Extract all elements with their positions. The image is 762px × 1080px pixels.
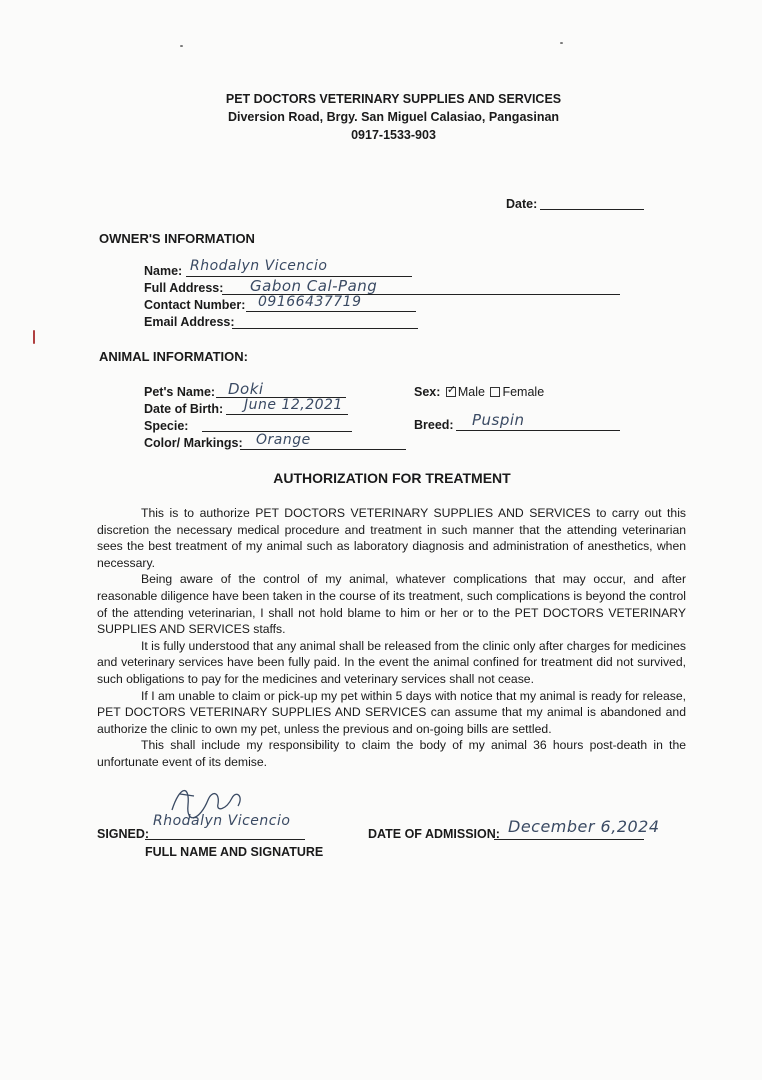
color-field[interactable] bbox=[240, 449, 406, 450]
paragraph-5: This shall include my responsibility to claim the body of my animal 36 hours post-death in the unfortunate event of its demise. bbox=[97, 738, 686, 769]
paragraph-3: It is fully understood that any animal shall be released from the clinic only after charges for medicines and veterinary services have been fully paid. In the event the animal confined for treatment did not survived, such obligations to pay for the medicines and veterinary services shall not cease. bbox=[97, 638, 686, 686]
sex-label: Sex: bbox=[414, 385, 441, 399]
owner-address-value: Gabon Cal-Pang bbox=[250, 277, 378, 295]
owner-contact-value: 09166437719 bbox=[258, 294, 362, 310]
signed-label: SIGNED: bbox=[97, 827, 150, 841]
scan-speck bbox=[180, 45, 183, 47]
admission-value: December 6,2024 bbox=[508, 817, 660, 836]
signature-sublabel: FULL NAME AND SIGNATURE bbox=[145, 845, 324, 859]
dob-value: June 12,2021 bbox=[244, 397, 343, 413]
dob-field[interactable] bbox=[226, 414, 348, 415]
admission-field[interactable] bbox=[494, 839, 644, 840]
color-value: Orange bbox=[256, 432, 311, 448]
sex-row bbox=[414, 385, 544, 399]
owner-address-label: Full Address: bbox=[144, 281, 224, 295]
clinic-name: PET DOCTORS VETERINARY SUPPLIES AND SERVICES bbox=[225, 92, 562, 106]
breed-value: Puspin bbox=[472, 411, 525, 429]
paragraph-4: If I am unable to claim or pick-up my pet within 5 days with notice that my animal is ready for release, PET DOCTORS VETERINARY SUPPLIES AND SERVICES can assume that my animal is abandoned and authorize the clinic to own my pet, unless the previous and on-going bills are settled. bbox=[97, 688, 686, 736]
color-label: Color/ Markings: bbox=[144, 436, 243, 450]
clinic-phone: 0917-1533-903 bbox=[351, 128, 436, 142]
breed-field[interactable] bbox=[456, 430, 620, 431]
admission-label: DATE OF ADMISSION: bbox=[368, 827, 500, 841]
owner-section-title: OWNER'S INFORMATION bbox=[99, 231, 255, 246]
signed-value: Rhodalyn Vicencio bbox=[153, 813, 291, 829]
date-field[interactable] bbox=[540, 209, 644, 210]
owner-contact-label: Contact Number: bbox=[144, 298, 246, 312]
sex-male-label: Male bbox=[457, 385, 485, 399]
paragraph-2: Being aware of the control of my animal, whatever complications that may occur, and after reasonable diligence have been taken in the course of its treatment, such complications is beyond the control of the attending veterinarian, I shall not hold blame to him or her or to the PET DOCTORS VETERINARY SUPPLIES AND SERVICES staffs. bbox=[97, 572, 686, 637]
scan-speck bbox=[560, 42, 563, 44]
pet-name-value: Doki bbox=[228, 380, 264, 398]
breed-label: Breed: bbox=[414, 418, 454, 432]
sex-female-label: Female bbox=[502, 385, 545, 399]
scan-mark bbox=[33, 330, 35, 344]
owner-contact-field[interactable] bbox=[246, 311, 416, 312]
owner-name-label: Name: bbox=[144, 264, 183, 278]
signature-field[interactable] bbox=[145, 839, 305, 840]
animal-section-title: ANIMAL INFORMATION: bbox=[99, 349, 248, 364]
owner-name-value: Rhodalyn Vicencio bbox=[190, 258, 328, 274]
specie-label: Specie: bbox=[144, 419, 189, 433]
owner-email-label: Email Address: bbox=[144, 315, 235, 329]
paragraph-1: This is to authorize PET DOCTORS VETERINARY SUPPLIES AND SERVICES to carry out this discretion the necessary medical procedure and treatment in such manner that the attending veterinarian sees the best treatment of my animal such as laboratory diagnosis and administration of anesthetics, when necessary. bbox=[97, 506, 686, 570]
clinic-address: Diversion Road, Brgy. San Miguel Calasiao, Pangasinan bbox=[227, 110, 560, 124]
male-checkbox[interactable]: ✓ bbox=[446, 384, 457, 396]
authorization-body bbox=[97, 505, 686, 771]
date-label: Date: bbox=[506, 197, 538, 211]
pet-name-label: Pet's Name: bbox=[144, 385, 216, 399]
authorization-title bbox=[0, 470, 762, 486]
clinic-header bbox=[0, 90, 762, 144]
authorization-title-text: AUTHORIZATION FOR TREATMENT bbox=[273, 470, 511, 486]
dob-label: Date of Birth: bbox=[144, 402, 224, 416]
female-checkbox[interactable] bbox=[490, 387, 500, 397]
owner-email-field[interactable] bbox=[232, 328, 418, 329]
